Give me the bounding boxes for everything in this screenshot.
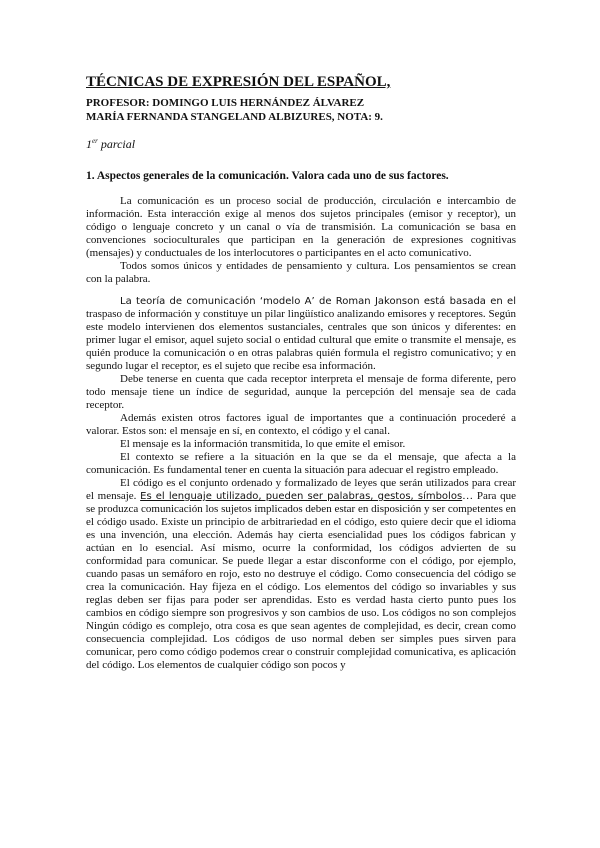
paragraph-1: La comunicación es un proceso social de producción, circulación e intercambio de información. Esta interacción exige al menos dos sujetos principales (emisor y receptor), un código o lenguaje concreto y un canal o vía de transmisión. La comunicación se basa en convenciones socioculturales que participan en la generación de expresiones cognitivas (mensajes) y conductuales de los interlocutores o participantes en el acto comunicativo. bbox=[86, 195, 516, 259]
paragraph-8-start: El código es el conjunto ordenado y formalizado de leyes que serán utilizados para crear el mensaje. bbox=[86, 477, 516, 502]
question-heading: 1. Aspectos generales de la comunicación. Valora cada uno de sus factores. bbox=[86, 170, 449, 182]
paragraph-3-text: traspaso de información y constituye un pilar lingüístico analizando emisores y receptores. Según este modelo intervienen dos elementos sustanciales, centrales que son únicos y diferentes: en primer lugar el emisor, aquel sujeto social o entidad cultural que emite o transmite el mensaje, es quién produce la comunicación o en otras palabras quién formula el registro comunicativo; y en segundo lugar el receptor, es el sujeto que recibe esa información. bbox=[86, 308, 516, 372]
paragraph-8-ellipsis: … bbox=[462, 490, 474, 502]
paragraph-8-text: Para que se produzca comunicación los sujetos implicados deben estar en disposición y ser competentes en el código usado. Existe un principio de arbitrariedad en el código, esto quiere decir que el idioma es una invención, una elección. Además hay cierta esencialidad pues los códigos fabrican y actúan en lo esencial. Así mismo, ocurre la conformidad, los códigos advierten de su conformidad para comunicar. Se puede llegar a estar disconforme con el código, por ejemplo, cuando pasas un semáforo en rojo, esto no destruye el código. Como consecuencia del código se crea la comunicación. Hay fijeza en el código. Los elementos del código so invariables y sus reglas deben ser fijas para poder ser aprendidas. Esto es verdad hasta cierto punto pues los cambios en código siempre son progresivos y son cambios de uso. Los códigos no son complejos Ningún código es complejo, otra cosa es que sean agentes de complejidad, es decir, crean como consecuencia complejidad. Los códigos de uso normal deben ser simples pues sirven para comunicar, pero como código podemos crear o construir complejidad comunicativa, es aplicación del código. Los elementos de cualquier código son pocos y bbox=[86, 490, 516, 671]
paragraph-2: Todos somos únicos y entidades de pensamiento y cultura. Los pensamientos se crean con la palabra. bbox=[86, 260, 516, 285]
exam-superscript: er bbox=[92, 137, 98, 145]
essay-body bbox=[86, 195, 516, 672]
document-title: TÉCNICAS DE EXPRESIÓN DEL ESPAÑOL, bbox=[86, 74, 391, 90]
exam-number: 1 bbox=[86, 137, 92, 151]
paragraph-6: El mensaje es la información transmitida, lo que emite el emisor. bbox=[120, 438, 406, 450]
paragraph-5: Además existen otros factores igual de importantes que a continuación procederé a valorar. Estos son: el mensaje en sí, en contexto, el código y el canal. bbox=[86, 412, 516, 437]
exam-label bbox=[86, 137, 135, 152]
paragraph-8 bbox=[86, 477, 516, 672]
professor-line: PROFESOR: DOMINGO LUIS HERNÁNDEZ ÁLVAREZ bbox=[86, 97, 365, 109]
paragraph-3 bbox=[86, 295, 516, 373]
student-line: MARÍA FERNANDA STANGELAND ALBIZURES, NOTA: 9. bbox=[86, 111, 383, 123]
handwritten-insert-theory: La teoría de comunicación ‘modelo A’ de Roman Jakonson está basada en el bbox=[120, 296, 516, 307]
paragraph-4: Debe tenerse en cuenta que cada receptor interpreta el mensaje de forma diferente, pero todo mensaje tiene un índice de seguridad, aunque la percepción del mensaje sea de cada receptor. bbox=[86, 373, 516, 411]
exam-label-text: parcial bbox=[97, 137, 136, 151]
handwritten-insert-code: Es el lenguaje utilizado, pueden ser palabras, gestos, símbolos bbox=[140, 491, 463, 502]
paragraph-7: El contexto se refiere a la situación en la que se da el mensaje, que afecta a la comunicación. Es fundamental tener en cuenta la situación para adecuar el registro empleado. bbox=[86, 451, 516, 476]
